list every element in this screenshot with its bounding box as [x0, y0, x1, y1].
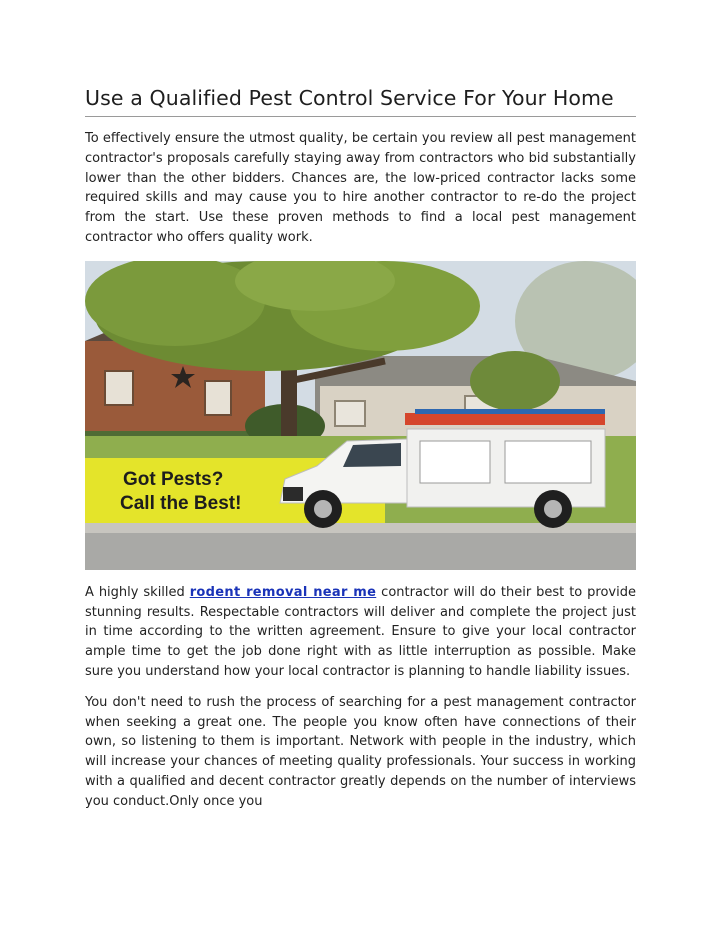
pest-control-truck-photo — [85, 261, 636, 570]
banner-line2: Call the Best! — [120, 492, 242, 514]
body-paragraph-3: You don't need to rush the process of searching for a pest management contractor when seeking a great one. The people you know often have connections of their own, so listening to them is important. Network with people in the industry, which will increase your chances of meeting quality professionals. Your success in working with a qualified and decent contractor greatly depends on the number of interviews you conduct.Only once you — [85, 694, 636, 809]
paragraph2-text-end: contractor will do their best to provide stunning results. Respectable contractors will deliver and complete the project just in time according to the written agreement. Ensure to give your local contractor ample time to get the job done right with as little interruption as possible. Make sure you understand how your local contractor is planning to handle liability issues. — [85, 584, 636, 679]
body-paragraph-2 — [85, 583, 636, 682]
intro-paragraph: To effectively ensure the utmost quality, be certain you review all pest management contractor's proposals carefully staying away from contractors who bid substantially lower than the other bidders. Chances are, the low-priced contractor lacks some required skills and may cause you to hire another contractor to re-do the project from the start. Use these proven methods to find a local pest management contractor who offers quality work. — [85, 131, 636, 245]
banner-line1: Got Pests? — [123, 468, 224, 490]
paragraph2-text-start: A highly skilled — [85, 584, 190, 600]
page-title: Use a Qualified Pest Control Service For Your Home — [85, 82, 636, 117]
rodent-removal-link[interactable]: rodent removal near me — [189, 584, 377, 600]
document-page — [85, 82, 636, 812]
